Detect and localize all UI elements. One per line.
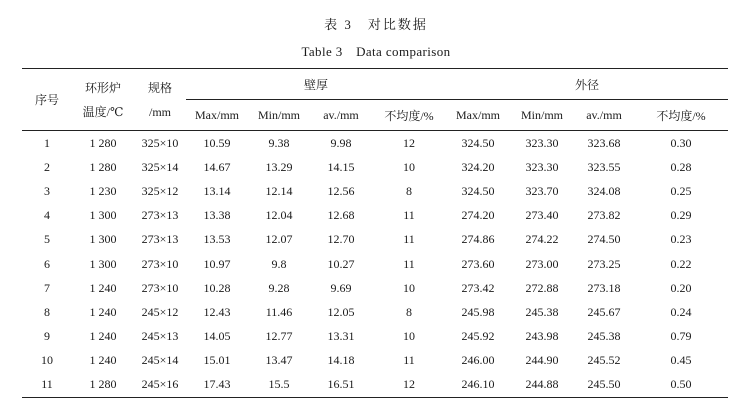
cell-od-min: 273.40 [525,208,559,223]
cell-wall-avg: 12.70 [327,232,355,247]
cell-od-unevenness: 0.24 [670,304,692,319]
cell-spec: 245×12 [141,304,179,319]
cell-wall-min: 12.14 [265,183,293,198]
table-row [22,204,728,228]
od-unevenness-header: 不均度/% [634,100,728,131]
cell-seq: 2 [44,159,50,174]
cell-wall-min: 9.28 [268,280,290,295]
cell-od-unevenness: 0.45 [670,353,692,368]
table-row [22,131,728,156]
table-caption-cn: 表 3 对比数据 [324,17,428,32]
cell-od-max: 246.10 [446,373,510,398]
cell-spec: 273×13 [141,232,179,247]
cell-temp: 1 300 [89,256,117,271]
cell-od-unevenness: 0.29 [670,208,692,223]
cell-wall-min: 9.8 [271,256,287,271]
cell-od-max: 246.00 [461,353,495,368]
cell-od-min: 323.30 [525,159,559,174]
cell-spec: 245×16 [134,373,186,398]
col-spec-header [134,69,186,131]
cell-wall-min: 12.07 [265,232,293,247]
cell-od-unevenness: 0.23 [670,232,692,247]
cell-od-max: 245.98 [461,304,495,319]
wall-avg-header: av./mm [310,100,372,131]
wall-max-header: Max/mm [186,100,248,131]
cell-temp: 1 240 [89,353,117,368]
cell-wall-unevenness: 10 [403,329,415,344]
cell-wall-unevenness: 10 [403,280,415,295]
cell-spec: 325×10 [141,135,179,150]
cell-od-avg: 323.55 [587,159,621,174]
cell-temp: 1 240 [89,304,117,319]
cell-od-unevenness: 0.25 [670,183,692,198]
cell-od-max: 274.20 [461,208,495,223]
cell-wall-max: 13.53 [203,232,231,247]
cell-od-max: 324.20 [461,159,495,174]
cell-temp: 1 280 [89,159,117,174]
cell-wall-avg: 9.69 [330,280,352,295]
cell-wall-max: 15.01 [203,353,231,368]
col-temp-header-line1: 环形炉 [84,80,121,95]
cell-od-min: 273.00 [525,256,559,271]
cell-wall-unevenness: 10 [403,159,415,174]
cell-od-min: 323.30 [525,135,559,150]
od-avg-header: av./mm [574,100,634,131]
header-row-1 [22,69,728,100]
cell-od-unevenness: 0.30 [670,135,692,150]
od-min-header: Min/mm [510,100,574,131]
cell-od-max: 324.50 [461,135,495,150]
cell-spec: 245×13 [141,329,179,344]
cell-od-min: 272.88 [525,280,559,295]
cell-od-min: 243.98 [525,329,559,344]
cell-spec: 273×10 [141,280,179,295]
cell-wall-avg: 12.68 [327,208,355,223]
cell-wall-unevenness: 8 [406,183,412,198]
cell-od-max: 274.86 [461,232,495,247]
cell-od-unevenness: 0.20 [670,280,692,295]
cell-wall-max: 17.43 [186,373,248,398]
cell-wall-avg: 12.56 [327,183,355,198]
cell-wall-max: 10.97 [203,256,231,271]
data-comparison-table [22,68,728,398]
cell-od-avg: 324.08 [587,183,621,198]
cell-wall-max: 10.59 [203,135,231,150]
cell-seq: 1 [44,135,50,150]
table-row [22,179,728,203]
cell-wall-avg: 16.51 [310,373,372,398]
cell-wall-avg: 10.27 [327,256,355,271]
col-seq-header: 序号 [22,69,72,131]
cell-seq: 8 [44,304,50,319]
cell-seq: 4 [44,208,50,223]
table-row [22,228,728,252]
cell-wall-unevenness: 11 [403,208,415,223]
wall-thickness-group-header: 壁厚 [186,69,446,100]
cell-temp: 1 240 [89,329,117,344]
cell-od-avg: 245.38 [587,329,621,344]
cell-od-min: 244.88 [510,373,574,398]
wall-min-header: Min/mm [248,100,310,131]
cell-od-avg: 273.25 [587,256,621,271]
cell-wall-unevenness: 12 [372,373,446,398]
cell-od-unevenness: 0.50 [634,373,728,398]
cell-seq: 6 [44,256,50,271]
cell-wall-max: 14.67 [203,159,231,174]
table-row [22,325,728,349]
cell-temp: 1 280 [72,373,134,398]
cell-seq: 3 [44,183,50,198]
cell-temp: 1 230 [89,183,117,198]
cell-wall-max: 10.28 [203,280,231,295]
cell-od-avg: 245.50 [574,373,634,398]
col-temp-header [72,69,134,131]
cell-od-unevenness: 0.28 [670,159,692,174]
cell-wall-max: 14.05 [203,329,231,344]
cell-wall-min: 13.29 [265,159,293,174]
table-caption-en: Table 3 Data comparison [301,44,451,59]
cell-od-max: 273.42 [461,280,495,295]
table-row [22,155,728,179]
cell-wall-min: 15.5 [248,373,310,398]
cell-wall-min: 12.77 [265,329,293,344]
cell-od-min: 323.70 [525,183,559,198]
cell-spec: 325×14 [141,159,179,174]
cell-spec: 245×14 [141,353,179,368]
cell-wall-unevenness: 11 [403,353,415,368]
table-row [22,373,728,398]
cell-od-unevenness: 0.22 [670,256,692,271]
cell-od-avg: 323.68 [587,135,621,150]
cell-spec: 273×10 [141,256,179,271]
cell-wall-max: 13.38 [203,208,231,223]
cell-wall-min: 9.38 [268,135,290,150]
cell-temp: 1 280 [89,135,117,150]
cell-od-avg: 273.82 [587,208,621,223]
cell-od-max: 273.60 [461,256,495,271]
cell-wall-avg: 12.05 [327,304,355,319]
table-row [22,300,728,324]
cell-wall-unevenness: 12 [403,135,415,150]
cell-wall-max: 13.14 [203,183,231,198]
table-row [22,252,728,276]
cell-seq: 5 [44,232,50,247]
col-temp-header-line2: 温度/℃ [82,104,124,119]
cell-wall-min: 12.04 [265,208,293,223]
cell-wall-unevenness: 11 [403,232,415,247]
table-row [22,276,728,300]
cell-wall-max: 12.43 [203,304,231,319]
cell-od-avg: 245.67 [587,304,621,319]
cell-od-min: 244.90 [525,353,559,368]
cell-wall-unevenness: 8 [406,304,412,319]
cell-od-avg: 274.50 [587,232,621,247]
cell-wall-min: 11.46 [265,304,293,319]
cell-wall-avg: 14.15 [327,159,355,174]
cell-wall-avg: 13.31 [327,329,355,344]
cell-wall-avg: 14.18 [327,353,355,368]
cell-spec: 325×12 [141,183,179,198]
cell-spec: 273×13 [141,208,179,223]
cell-wall-avg: 9.98 [330,135,352,150]
cell-od-unevenness: 0.79 [670,329,692,344]
cell-seq: 9 [44,329,50,344]
table-row [22,349,728,373]
cell-od-min: 245.38 [525,304,559,319]
cell-temp: 1 300 [89,232,117,247]
outer-diameter-group-header: 外径 [446,69,728,100]
cell-od-min: 274.22 [525,232,559,247]
cell-seq: 7 [44,280,50,295]
cell-seq: 11 [22,373,72,398]
cell-seq: 10 [41,353,53,368]
col-spec-header-line2: /mm [148,104,171,119]
cell-wall-min: 13.47 [265,353,293,368]
col-spec-header-line1: 规格 [147,80,172,95]
cell-temp: 1 240 [89,280,117,295]
cell-temp: 1 300 [89,208,117,223]
cell-od-avg: 273.18 [587,280,621,295]
wall-unevenness-header: 不均度/% [372,100,446,131]
cell-od-avg: 245.52 [587,353,621,368]
cell-od-max: 245.92 [461,329,495,344]
cell-od-max: 324.50 [461,183,495,198]
cell-wall-unevenness: 11 [403,256,415,271]
od-max-header: Max/mm [446,100,510,131]
